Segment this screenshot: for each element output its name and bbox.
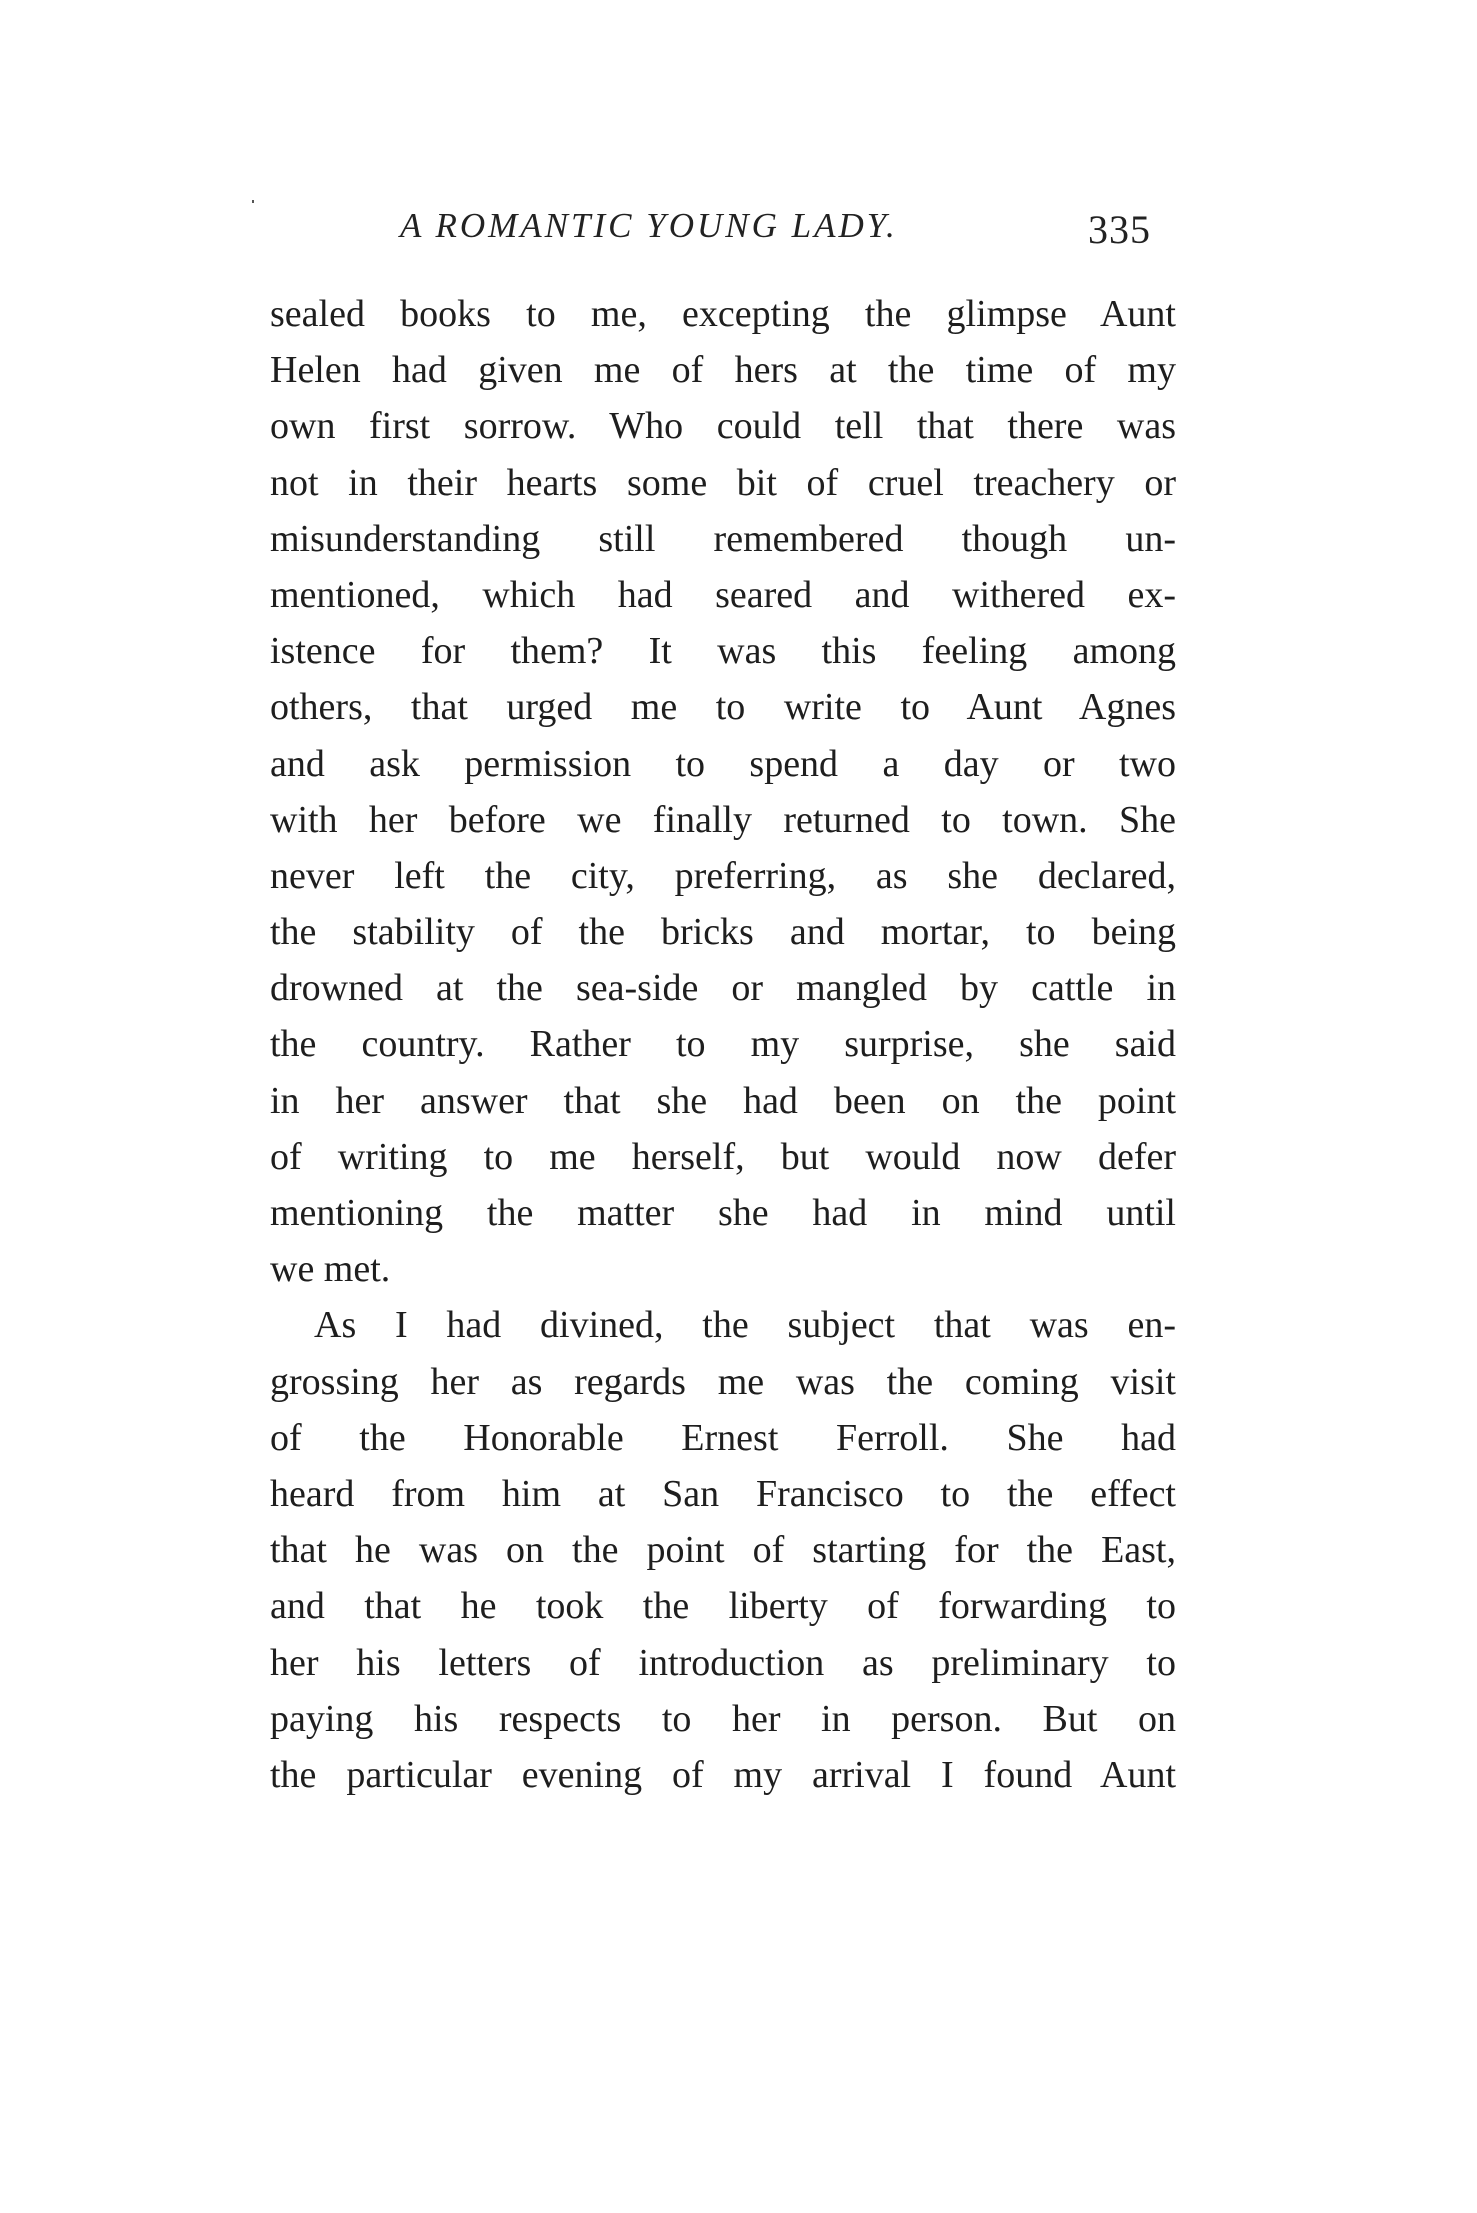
text-line: the country. Rather to my surprise, she said (270, 1023, 1176, 1066)
text-line: Helen had given me of hers at the time of my (270, 349, 1176, 392)
text-line: others, that urged me to write to Aunt Agnes (270, 686, 1176, 729)
text-line: not in their hearts some bit of cruel treachery or (270, 461, 1176, 504)
text-line: in her answer that she had been on the point (270, 1079, 1176, 1122)
text-line: with her before we finally returned to town. She (270, 798, 1176, 841)
text-line: mentioned, which had seared and withered ex- (270, 573, 1176, 616)
text-line: and ask permission to spend a day or two (270, 742, 1176, 785)
text-line: As I had divined, the subject that was en- (314, 1304, 1176, 1347)
running-head (270, 198, 1170, 258)
text-line: paying his respects to her in person. But on (270, 1697, 1176, 1740)
text-line: own first sorrow. Who could tell that there was (270, 405, 1176, 448)
paragraph-2 (270, 1297, 1176, 1803)
text-line: of the Honorable Ernest Ferroll. She had (270, 1416, 1176, 1459)
text-line: the stability of the bricks and mortar, to being (270, 911, 1176, 954)
text-line: that he was on the point of starting for the East, (270, 1529, 1176, 1572)
text-line: mentioning the matter she had in mind until (270, 1192, 1176, 1234)
page-number: 335 (1088, 207, 1151, 252)
text-line: her his letters of introduction as preliminary to (270, 1641, 1176, 1684)
text-line: sealed books to me, excepting the glimpse Aunt (270, 293, 1176, 335)
paragraph-1 (270, 286, 1176, 1297)
text-line: drowned at the sea-side or mangled by cattle in (270, 967, 1176, 1010)
text-line: istence for them? It was this feeling among (270, 630, 1176, 673)
text-line: heard from him at San Francisco to the effect (270, 1472, 1176, 1515)
text-line: of writing to me herself, but would now defer (270, 1135, 1176, 1178)
body-text (270, 286, 1176, 1803)
text-line: misunderstanding still remembered though un- (270, 517, 1176, 560)
text-line: the particular evening of my arrival I found Aunt (270, 1753, 1176, 1796)
text-line: never left the city, preferring, as she declared, (270, 854, 1176, 897)
text-line: and that he took the liberty of forwarding to (270, 1585, 1176, 1628)
margin-speck (252, 200, 254, 203)
text-line: we met. (270, 1248, 391, 1291)
text-line: grossing her as regards me was the coming visit (270, 1360, 1176, 1403)
running-title: A ROMANTIC YOUNG LADY. (400, 206, 898, 245)
